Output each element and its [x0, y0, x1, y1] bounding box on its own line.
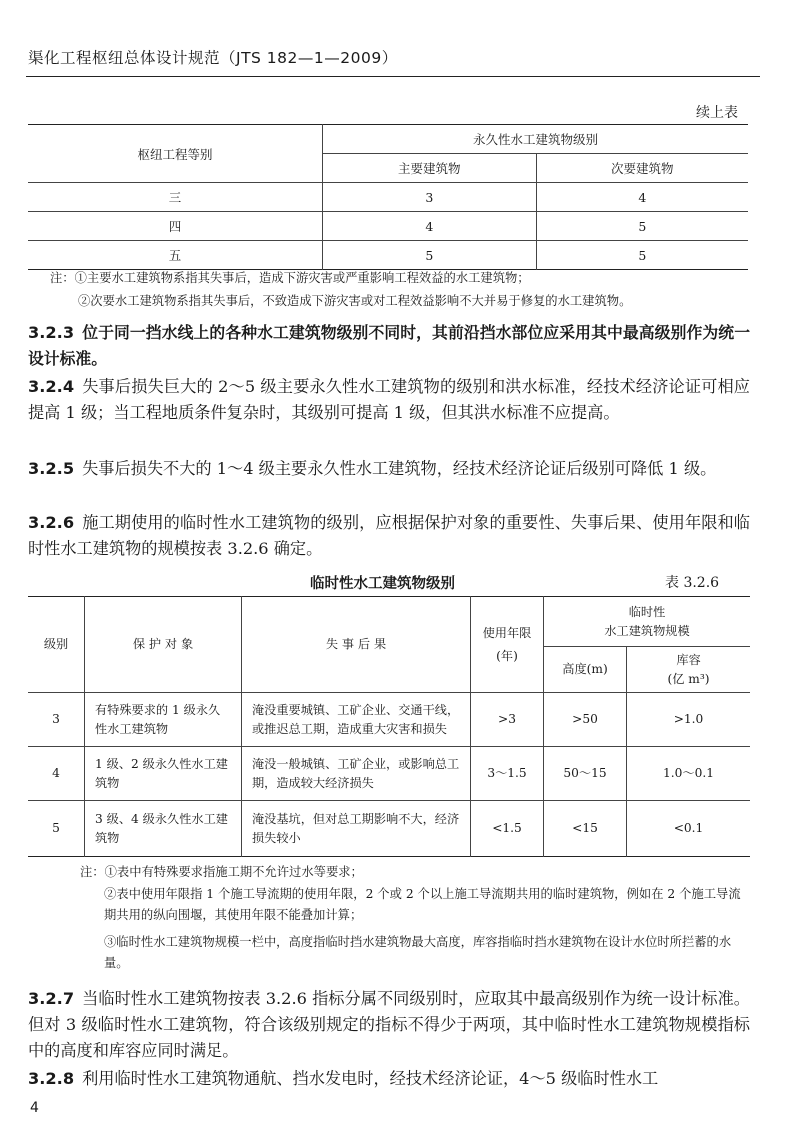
table-row: [28, 241, 748, 270]
table-cell: 三: [28, 183, 323, 212]
table-row: [28, 212, 748, 241]
table-cell: 1 级、2 级永久性水工建筑物: [85, 747, 242, 801]
table-cell: 3: [28, 693, 85, 747]
table-cell: 3 级、4 级永久性水工建筑物: [85, 801, 242, 857]
table-cell: 五: [28, 241, 323, 270]
table2-label: 表 3.2.6: [665, 575, 720, 591]
clause-3-2-5: [28, 456, 750, 482]
header-capacity: [627, 647, 751, 693]
header-grade: 级别: [28, 597, 85, 693]
table-cell: 4: [28, 747, 85, 801]
clause-text: 施工期使用的临时性水工建筑物的级别，应根据保护对象的重要性、失事后果、使用年限和临时性水工建筑物的规模按表 3.2.6 确定。: [28, 513, 750, 558]
table-cell: 淹没一般城镇、工矿企业，或影响总工期，造成较大经济损失: [242, 747, 471, 801]
table-row: [28, 693, 750, 747]
table1-note-2: ②次要水工建筑物系指其失事后，不致造成下游灾害或对工程效益影响不大并易于修复的水工建筑物。: [78, 294, 632, 308]
table-cell: >50: [544, 693, 627, 747]
col-header-project-grade: 枢纽工程等别: [28, 125, 323, 183]
clause-number: 3.2.3: [28, 323, 75, 342]
clause-number: 3.2.6: [28, 513, 75, 532]
header-capacity-unit: (亿 m³): [667, 671, 710, 686]
table-cell: 4: [323, 212, 537, 241]
clause-number: 3.2.5: [28, 459, 75, 478]
clause-text: 位于同一挡水线上的各种水工建筑物级别不同时，其前沿挡水部位应采用其中最高级别作为统一设计标准。: [28, 323, 750, 368]
table-cell: 3: [323, 183, 537, 212]
table-cell: 5: [536, 212, 748, 241]
table2-note-2: ②表中使用年限指 1 个施工导流期的使用年限，2 个或 2 个以上施工导流期共用的临时建筑物，例如在 2 个施工导流期共用的纵向围堰，其使用年限不能叠加计算；: [104, 887, 741, 922]
table-row: [28, 801, 750, 857]
table-cell: <15: [544, 801, 627, 857]
table1-note-1: 注：①主要水工建筑物系指其失事后，造成下游灾害或严重影响工程效益的水工建筑物；: [50, 271, 530, 285]
table-cell: <1.5: [471, 801, 544, 857]
table2-note-1: 注：①表中有特殊要求指施工期不允许过水等要求；: [80, 865, 363, 879]
clause-text: 当临时性水工建筑物按表 3.2.6 指标分属不同级别时，应取其中最高级别作为统一设计标准。但对 3 级临时性水工建筑物，符合该级别规定的指标不得少于两项，其中临时性水工建筑物规模指标中的高度和库容应同时满足。: [28, 989, 750, 1060]
temporary-grade-table: [28, 596, 750, 857]
clause-3-2-7: [28, 986, 750, 1064]
clause-text: 利用临时性水工建筑物通航、挡水发电时，经技术经济论证，4～5 级临时性水工: [82, 1069, 659, 1088]
table-cell: 有特殊要求的 1 级永久性水工建筑物: [85, 693, 242, 747]
grade-table-continued: [28, 124, 748, 270]
header-years-unit: (年): [496, 648, 518, 663]
table-row: [28, 747, 750, 801]
header-object: 保 护 对 象: [85, 597, 242, 693]
table-cell: 5: [536, 241, 748, 270]
header-years-label: 使用年限: [482, 625, 532, 640]
clause-3-2-8: [28, 1066, 750, 1092]
clause-text: 失事后损失不大的 1～4 级主要永久性水工建筑物，经技术经济论证后级别可降低 1 级。: [82, 459, 717, 478]
header-rule: [26, 76, 760, 77]
table-row: [28, 183, 748, 212]
table-cell: <0.1: [627, 801, 751, 857]
header-scale-line1: 临时性: [628, 604, 666, 619]
group-header-permanent: 永久性水工建筑物级别: [323, 125, 749, 154]
header-scale: [544, 597, 751, 647]
header-years: [471, 597, 544, 693]
table-cell: 四: [28, 212, 323, 241]
table-cell: 淹没基坑，但对总工期影响不大，经济损失较小: [242, 801, 471, 857]
clause-number: 3.2.4: [28, 377, 75, 396]
page-number: 4: [30, 1100, 39, 1116]
header-consequence: 失 事 后 果: [242, 597, 471, 693]
clause-text: 失事后损失巨大的 2～5 级主要永久性水工建筑物的级别和洪水标准，经技术经济论证可相应提高 1 级；当工程地质条件复杂时，其级别可提高 1 级，但其洪水标准不应提高。: [28, 377, 750, 422]
header-height: 高度(m): [544, 647, 627, 693]
table-cell: 淹没重要城镇、工矿企业、交通干线，或推迟总工期，造成重大灾害和损失: [242, 693, 471, 747]
table-cell: 4: [536, 183, 748, 212]
table-cell: 50～15: [544, 747, 627, 801]
table2-title: 临时性水工建筑物级别: [310, 576, 455, 592]
header-scale-line2: 水工建筑物规模: [604, 623, 690, 638]
table-cell: 3～1.5: [471, 747, 544, 801]
sub-header-main: 主要建筑物: [323, 154, 537, 183]
table-cell: >1.0: [627, 693, 751, 747]
table-cell: 5: [28, 801, 85, 857]
table2-note-3: ③临时性水工建筑物规模一栏中，高度指临时挡水建筑物最大高度，库容指临时挡水建筑物在设计水位时所拦蓄的水量。: [104, 935, 732, 970]
table-cell: 1.0～0.1: [627, 747, 751, 801]
clause-3-2-3: [28, 320, 750, 372]
clause-3-2-6: [28, 510, 750, 562]
clause-3-2-4: [28, 374, 750, 426]
table-cell: 5: [323, 241, 537, 270]
table-cell: >3: [471, 693, 544, 747]
clause-number: 3.2.7: [28, 989, 75, 1008]
continued-label: 续上表: [696, 105, 738, 121]
sub-header-secondary: 次要建筑物: [536, 154, 748, 183]
running-header: 渠化工程枢纽总体设计规范（JTS 182—1—2009）: [28, 49, 398, 67]
clause-number: 3.2.8: [28, 1069, 75, 1088]
header-capacity-label: 库容: [676, 652, 701, 667]
